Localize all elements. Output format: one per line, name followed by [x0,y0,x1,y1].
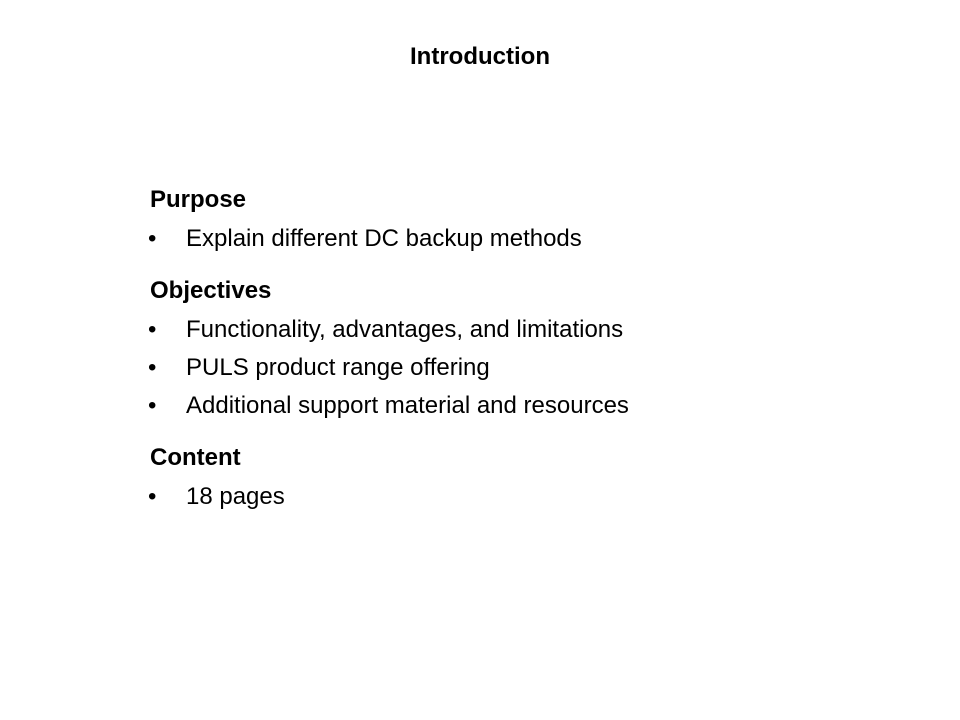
bullet-icon: • [148,225,157,252]
bullet-text: Additional support material and resources [186,392,629,419]
bullet-icon: • [148,392,157,419]
bullet-icon: • [148,316,157,343]
bullet-text: Explain different DC backup methods [186,225,582,252]
bullet-list-objectives [150,314,850,422]
section-heading-purpose: Purpose [150,186,247,213]
bullet-item [150,223,850,255]
bullet-item [150,481,850,513]
slide-title: Introduction [410,43,550,70]
section-heading-objectives: Objectives [150,277,272,304]
section-content [150,442,850,513]
bullet-item [150,390,850,422]
bullet-icon: • [148,354,157,381]
bullet-list-purpose [150,223,850,255]
slide-content [150,184,850,513]
bullet-item [150,352,850,384]
bullet-list-content [150,481,850,513]
bullet-text: Functionality, advantages, and limitations [186,316,624,343]
bullet-text: PULS product range offering [186,354,490,381]
bullet-icon: • [148,483,157,510]
bullet-item [150,314,850,346]
bullet-text: 18 pages [186,483,285,510]
section-purpose [150,184,850,255]
section-heading-content: Content [150,444,241,471]
section-objectives [150,275,850,422]
